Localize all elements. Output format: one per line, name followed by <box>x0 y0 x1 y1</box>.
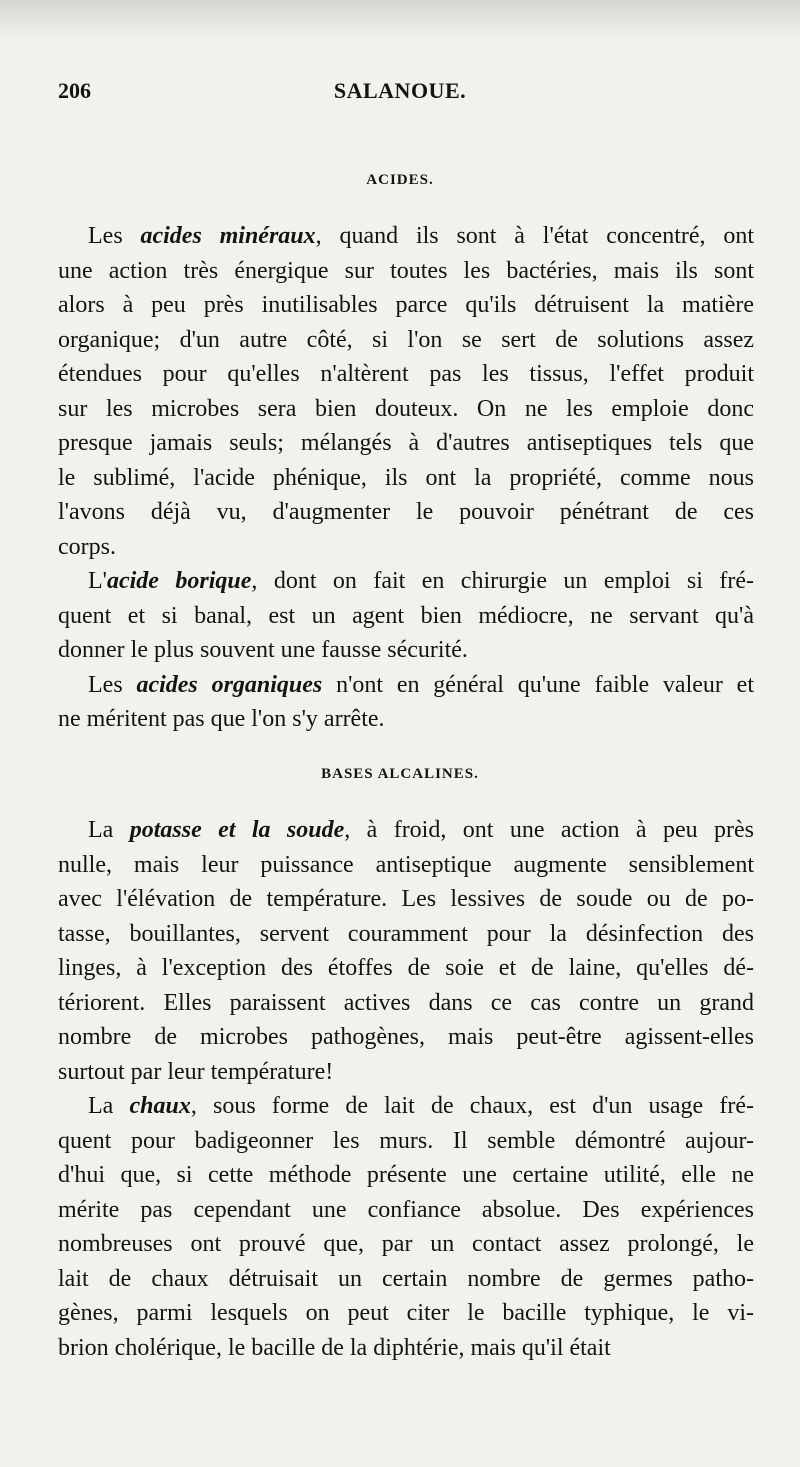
text-segment: linges, à l'exception des étoffes de soie et de laine, qu'elles dé- <box>58 955 754 981</box>
text-line <box>58 951 754 986</box>
text-segment: d'hui que, si cette méthode présente une certaine utilité, elle ne <box>58 1162 754 1188</box>
text-line <box>58 323 754 358</box>
text-segment: La <box>88 817 130 843</box>
scan-shadow <box>0 0 800 40</box>
text-line <box>58 882 754 917</box>
italic-term: chaux <box>129 1093 191 1119</box>
text-segment: lait de chaux détruisait un certain nombre de germes patho- <box>58 1265 754 1292</box>
text-segment: tériorent. Elles paraissent actives dans ce cas contre un grand <box>58 989 754 1016</box>
text-segment: ne méritent pas que l'on s'y arrête. <box>58 706 385 732</box>
text-line <box>58 1089 754 1124</box>
text-line <box>58 813 754 848</box>
text-line <box>58 288 754 323</box>
text-segment: brion cholérique, le bacille de la diphtérie, mais qu'il était <box>58 1334 611 1361</box>
text-segment: le sublimé, l'acide phénique, ils ont la propriété, comme nous <box>58 464 754 491</box>
text-segment: Les <box>88 671 137 698</box>
text-line <box>58 668 754 703</box>
text-segment: corps. <box>58 533 116 560</box>
text-line <box>58 495 754 530</box>
text-line <box>58 530 754 565</box>
text-segment: , quand ils sont à l'état concentré, ont <box>315 223 754 249</box>
text-line <box>58 1193 754 1228</box>
text-segment: une action très énergique sur toutes les bactéries, mais ils sont <box>58 257 754 284</box>
text-segment: mérite pas cependant une confiance absolue. Des expériences <box>58 1196 754 1223</box>
text-segment: nombreuses ont prouvé que, par un contact assez prolongé, le <box>58 1231 754 1257</box>
section-heading-bases-alcalines: BASES ALCALINES. <box>321 766 479 782</box>
text-line <box>58 1262 754 1297</box>
section-body-bases-alcalines <box>58 813 754 1365</box>
text-line <box>58 848 754 883</box>
text-segment: donner le plus souvent une fausse sécurité. <box>58 637 468 663</box>
text-line <box>58 564 754 599</box>
text-line <box>58 1020 754 1055</box>
text-segment: tasse, bouillantes, servent couramment pour la désinfection des <box>58 920 754 947</box>
text-line <box>58 917 754 952</box>
text-segment: quent pour badigeonner les murs. Il semble démontré aujour- <box>58 1127 754 1154</box>
running-head: SALANOUE. <box>333 78 467 103</box>
text-line <box>58 702 754 737</box>
text-line <box>58 461 754 496</box>
text-line <box>58 1055 754 1090</box>
text-segment: sur les microbes sera bien douteux. On ne les emploie donc <box>58 395 754 422</box>
page-number: 206 <box>58 78 91 103</box>
text-segment: surtout par leur température! <box>58 1058 334 1085</box>
text-segment: nulle, mais leur puissance antiseptique augmente sensiblement <box>58 851 754 878</box>
text-segment: gènes, parmi lesquels on peut citer le bacille typhique, le vi- <box>58 1300 754 1326</box>
italic-term: acides organiques <box>136 671 323 698</box>
text-segment: L' <box>88 568 107 594</box>
text-segment: presque jamais seuls; mélangés à d'autres antiseptiques tels que <box>58 430 754 456</box>
text-segment: , à froid, ont une action à peu près <box>344 817 754 843</box>
text-line <box>58 1124 754 1159</box>
text-segment: La <box>88 1093 130 1119</box>
text-line <box>58 1331 754 1366</box>
text-line <box>58 1296 754 1331</box>
text-segment: , sous forme de lait de chaux, est d'un usage fré- <box>190 1093 754 1119</box>
italic-term: acides minéraux <box>140 223 316 249</box>
text-line <box>58 219 754 254</box>
italic-term: acide borique <box>106 568 252 594</box>
section-heading-acides: ACIDES. <box>366 172 434 188</box>
text-line <box>58 986 754 1021</box>
text-line <box>58 1227 754 1262</box>
text-line <box>58 633 754 668</box>
section-body-acides <box>58 219 754 737</box>
text-line <box>58 1158 754 1193</box>
text-line <box>58 392 754 427</box>
italic-term: potasse et la soude <box>129 817 345 843</box>
text-line <box>58 357 754 392</box>
text-segment: n'ont en général qu'une faible valeur et <box>322 671 754 698</box>
text-segment: organique; d'un autre côté, si l'on se sert de solutions assez <box>58 326 754 353</box>
text-segment: , dont on fait en chirurgie un emploi si fré- <box>251 568 754 594</box>
text-segment: l'avons déjà vu, d'augmenter le pouvoir pénétrant de ces <box>58 499 754 525</box>
page-header <box>58 78 742 114</box>
text-line <box>58 254 754 289</box>
text-segment: étendues pour qu'elles n'altèrent pas les tissus, l'effet produit <box>58 361 754 387</box>
text-segment: alors à peu près inutilisables parce qu'ils détruisent la matière <box>58 292 754 318</box>
text-segment: nombre de microbes pathogènes, mais peut-être agissent-elles <box>58 1024 754 1050</box>
text-segment: quent et si banal, est un agent bien médiocre, ne servant qu'à <box>58 602 754 629</box>
text-segment: avec l'élévation de température. Les lessives de soude ou de po- <box>58 886 754 912</box>
text-line <box>58 599 754 634</box>
text-line <box>58 426 754 461</box>
text-segment: Les <box>88 223 141 249</box>
